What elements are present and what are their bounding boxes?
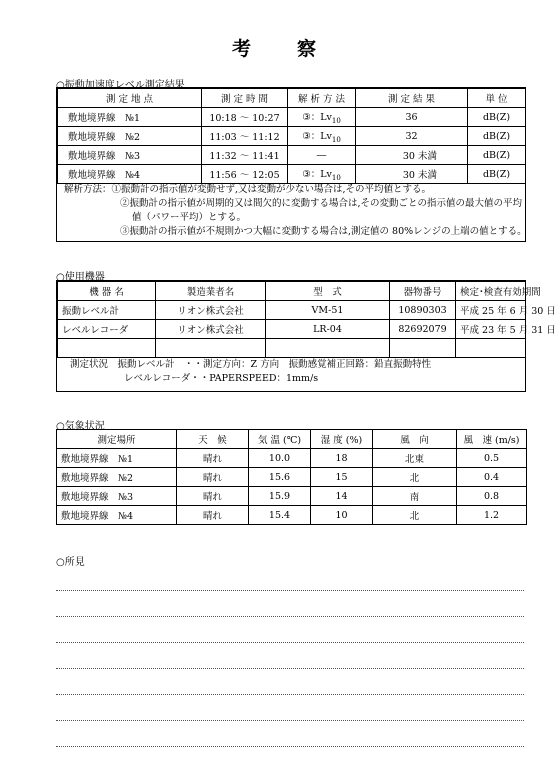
subscript: 10 (331, 135, 341, 144)
humidity-cell: 18 (311, 449, 373, 468)
vibration-section-title: ○振動加速度レベル測定結果 (56, 80, 185, 91)
period-cell: 平成 25 年 6 月 30 日 (456, 301, 526, 320)
wind-dir-cell: 北 (373, 506, 457, 525)
table-row (58, 146, 526, 165)
unit-cell: dB(Z) (468, 146, 526, 165)
time-cell: 10:18 ～ 10:27 (202, 108, 288, 127)
result-cell: 36 (356, 108, 468, 127)
place-cell: 敷地境界線 №1 (57, 449, 177, 468)
note-line: 解析方法：①振動計の指示値が変動せず,又は変動が少ない場合は,その平均値とする。 (64, 184, 432, 195)
wind-speed-cell: 0.5 (457, 449, 527, 468)
time-cell: 11:03 ～ 11:12 (202, 127, 288, 146)
time-cell: 11:32 ～ 11:41 (202, 146, 288, 165)
point-cell: 敷地境界線 №4 (58, 165, 202, 184)
device-name-cell: 振動レベル計 (58, 301, 156, 320)
device-name-cell (58, 339, 156, 358)
place-cell: 敷地境界線 №2 (57, 468, 177, 487)
equipment-header-row (58, 282, 526, 301)
subscript: 10 (331, 116, 341, 125)
weather-table (56, 429, 527, 525)
note-line: ③振動計の指示値が不規則かつ大幅に変動する場合は,測定値の 80%レンジの上端の値とする。 (120, 226, 527, 237)
humidity-cell: 14 (311, 487, 373, 506)
place-cell: 敷地境界線 №4 (57, 506, 177, 525)
method-cell: ― (288, 146, 356, 165)
writing-line (56, 746, 524, 747)
analysis-notes (64, 183, 527, 239)
status-line: 測定状況 振動レベル計 ・・測定方向：Z 方向 振動感覚補正回路：鉛直振動特性 (70, 359, 432, 370)
weather-cell: 晴れ (177, 449, 249, 468)
maker-cell: リオン株式会社 (156, 320, 266, 339)
col-header: 器物番号 (390, 282, 456, 301)
unit-cell: dB(Z) (468, 165, 526, 184)
col-header: 型 式 (266, 282, 390, 301)
table-row (58, 339, 526, 358)
maker-cell: リオン株式会社 (156, 301, 266, 320)
vibration-header-row (58, 89, 526, 108)
title-char-2: 察 (297, 38, 319, 60)
weather-cell: 晴れ (177, 506, 249, 525)
model-cell: VM-51 (266, 301, 390, 320)
writing-line (56, 616, 524, 617)
col-header: 製造業者名 (156, 282, 266, 301)
col-header: 測 定 地 点 (58, 89, 202, 108)
col-header: 機 器 名 (58, 282, 156, 301)
weather-cell: 晴れ (177, 468, 249, 487)
col-header: 測 定 結 果 (356, 89, 468, 108)
table-row (57, 506, 527, 525)
humidity-cell: 15 (311, 468, 373, 487)
col-header: 風 向 (373, 430, 457, 449)
page-title (0, 34, 550, 61)
serial-cell: 82692079 (390, 320, 456, 339)
col-header: 測 定 時 間 (202, 89, 288, 108)
weather-header-row (57, 430, 527, 449)
place-cell: 敷地境界線 №3 (57, 487, 177, 506)
period-cell (456, 339, 526, 358)
point-cell: 敷地境界線 №1 (58, 108, 202, 127)
point-cell: 敷地境界線 №2 (58, 127, 202, 146)
writing-line (56, 668, 524, 669)
method-cell: ③：$Lv_{10}$ (288, 108, 356, 127)
table-row (57, 449, 527, 468)
equipment-table (57, 281, 556, 358)
note-line: ②振動計の指示値が周期的又は間欠的に変動する場合は,その変動ごとの指示値の最大値の平均 (120, 198, 523, 209)
maker-cell (156, 339, 266, 358)
time-cell: 11:56 ～ 12:05 (202, 165, 288, 184)
note-line: 値（パワー平均）とする。 (132, 212, 247, 223)
writing-line (56, 642, 524, 643)
humidity-cell: 10 (311, 506, 373, 525)
model-cell: LR-04 (266, 320, 390, 339)
title-char-1: 考 (231, 38, 253, 60)
unit-cell: dB(Z) (468, 127, 526, 146)
writing-line (56, 694, 524, 695)
wind-dir-cell: 南 (373, 487, 457, 506)
col-header: 単 位 (468, 89, 526, 108)
unit-cell: dB(Z) (468, 108, 526, 127)
table-row (58, 108, 526, 127)
wind-dir-cell: 北東 (373, 449, 457, 468)
equipment-section-title: ○使用機器 (56, 272, 105, 283)
device-name-cell: レベルレコーダ (58, 320, 156, 339)
period-cell: 平成 23 年 5 月 31 日 (456, 320, 526, 339)
table-row (57, 487, 527, 506)
serial-cell: 10890303 (390, 301, 456, 320)
model-cell (266, 339, 390, 358)
table-row (58, 127, 526, 146)
table-row (57, 468, 527, 487)
findings-section-title: ○所見 (56, 557, 85, 568)
col-header: 風 速 (m/s) (457, 430, 527, 449)
col-header: 解 析 方 法 (288, 89, 356, 108)
result-cell: 32 (356, 127, 468, 146)
table-row (58, 165, 526, 184)
measurement-status (70, 358, 431, 386)
wind-speed-cell: 1.2 (457, 506, 527, 525)
wind-speed-cell: 0.4 (457, 468, 527, 487)
table-row (58, 301, 526, 320)
wind-speed-cell: 0.8 (457, 487, 527, 506)
col-header: 検定･検査有効期間 (456, 282, 526, 301)
method-cell: ③：$Lv_{10}$ (288, 165, 356, 184)
weather-cell: 晴れ (177, 487, 249, 506)
method-cell: ③：$Lv_{10}$ (288, 127, 356, 146)
subscript: 10 (331, 173, 341, 182)
col-header: 湿 度 (%) (311, 430, 373, 449)
weather-section-title: ○気象状況 (56, 421, 105, 432)
temp-cell: 10.0 (249, 449, 311, 468)
status-line: レベルレコーダ・・PAPERSPEED：1mm/s (124, 373, 319, 384)
result-cell: 30 未満 (356, 146, 468, 165)
table-row (58, 320, 526, 339)
wind-dir-cell: 北 (373, 468, 457, 487)
col-header: 気 温 (℃) (249, 430, 311, 449)
col-header: 天 候 (177, 430, 249, 449)
vibration-table (57, 88, 526, 184)
temp-cell: 15.4 (249, 506, 311, 525)
serial-cell (390, 339, 456, 358)
temp-cell: 15.6 (249, 468, 311, 487)
writing-line (56, 720, 524, 721)
point-cell: 敷地境界線 №3 (58, 146, 202, 165)
writing-line (56, 590, 524, 591)
col-header: 測定場所 (57, 430, 177, 449)
result-cell: 30 未満 (356, 165, 468, 184)
temp-cell: 15.9 (249, 487, 311, 506)
